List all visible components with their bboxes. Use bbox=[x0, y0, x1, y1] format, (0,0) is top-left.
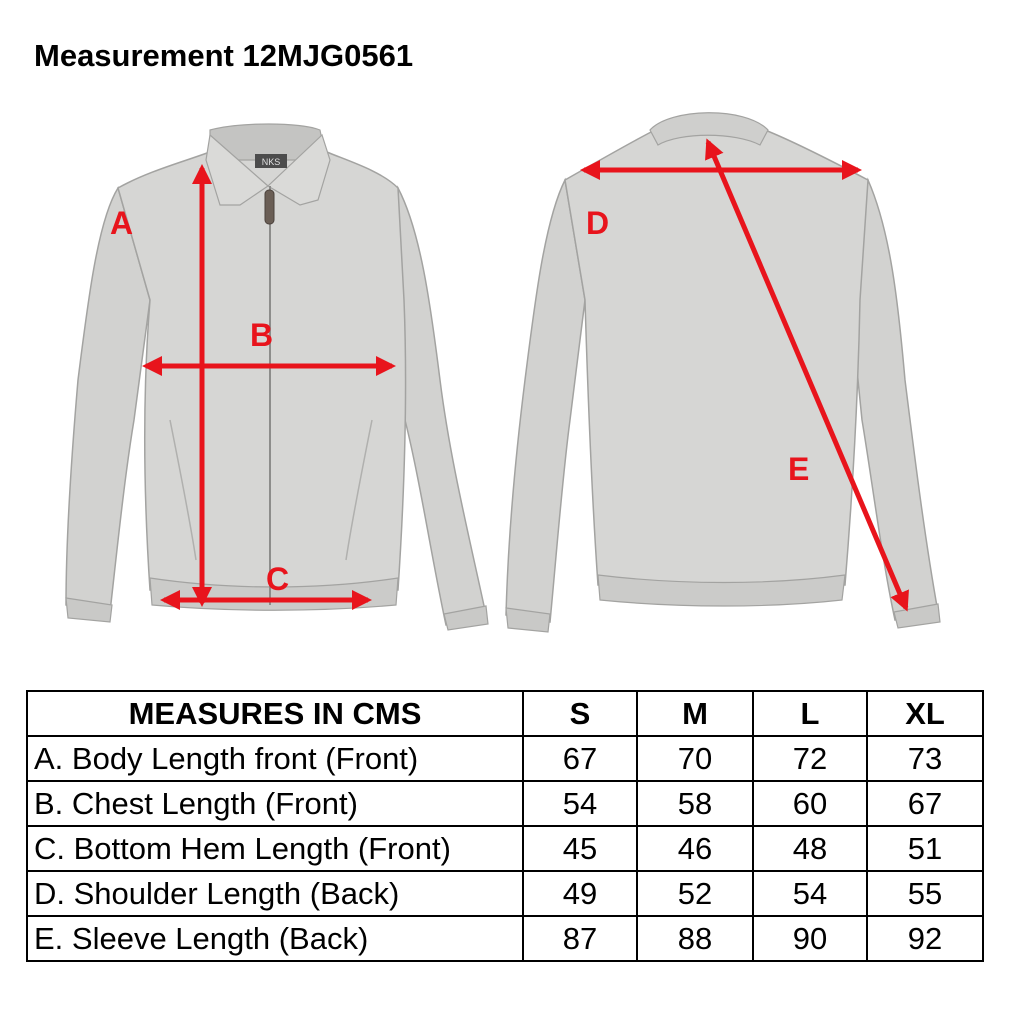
brand-tag-text: NKS bbox=[261, 157, 281, 167]
row-label: C. Bottom Hem Length (Front) bbox=[27, 826, 523, 871]
cell-value: 88 bbox=[637, 916, 753, 961]
cell-value: 70 bbox=[637, 736, 753, 781]
cell-value: 92 bbox=[867, 916, 983, 961]
table-row bbox=[27, 916, 983, 961]
cell-value: 55 bbox=[867, 871, 983, 916]
cell-value: 73 bbox=[867, 736, 983, 781]
header-size-s: S bbox=[523, 691, 637, 736]
row-label: D. Shoulder Length (Back) bbox=[27, 871, 523, 916]
row-label: A. Body Length front (Front) bbox=[27, 736, 523, 781]
cell-value: 90 bbox=[753, 916, 867, 961]
cell-value: 67 bbox=[867, 781, 983, 826]
row-label: E. Sleeve Length (Back) bbox=[27, 916, 523, 961]
cell-value: 87 bbox=[523, 916, 637, 961]
size-chart-table bbox=[26, 690, 984, 962]
marker-b: B bbox=[250, 317, 274, 353]
cell-value: 48 bbox=[753, 826, 867, 871]
cell-value: 72 bbox=[753, 736, 867, 781]
cell-value: 45 bbox=[523, 826, 637, 871]
marker-c: C bbox=[266, 561, 290, 597]
table-header-row bbox=[27, 691, 983, 736]
cell-value: 60 bbox=[753, 781, 867, 826]
cell-value: 52 bbox=[637, 871, 753, 916]
marker-a: A bbox=[110, 205, 134, 241]
cell-value: 49 bbox=[523, 871, 637, 916]
header-measures: MEASURES IN CMS bbox=[27, 691, 523, 736]
cell-value: 54 bbox=[523, 781, 637, 826]
table-row bbox=[27, 826, 983, 871]
table-row bbox=[27, 736, 983, 781]
page-title: Measurement 12MJG0561 bbox=[34, 38, 414, 73]
back-jacket-image bbox=[506, 113, 940, 632]
table-row bbox=[27, 871, 983, 916]
cell-value: 51 bbox=[867, 826, 983, 871]
cell-value: 46 bbox=[637, 826, 753, 871]
header-size-l: L bbox=[753, 691, 867, 736]
row-label: B. Chest Length (Front) bbox=[27, 781, 523, 826]
table-row bbox=[27, 781, 983, 826]
marker-d: D bbox=[586, 205, 610, 241]
front-jacket-image bbox=[66, 124, 488, 630]
cell-value: 58 bbox=[637, 781, 753, 826]
marker-e: E bbox=[788, 451, 810, 487]
cell-value: 54 bbox=[753, 871, 867, 916]
cell-value: 67 bbox=[523, 736, 637, 781]
header-size-xl: XL bbox=[867, 691, 983, 736]
header-size-m: M bbox=[637, 691, 753, 736]
